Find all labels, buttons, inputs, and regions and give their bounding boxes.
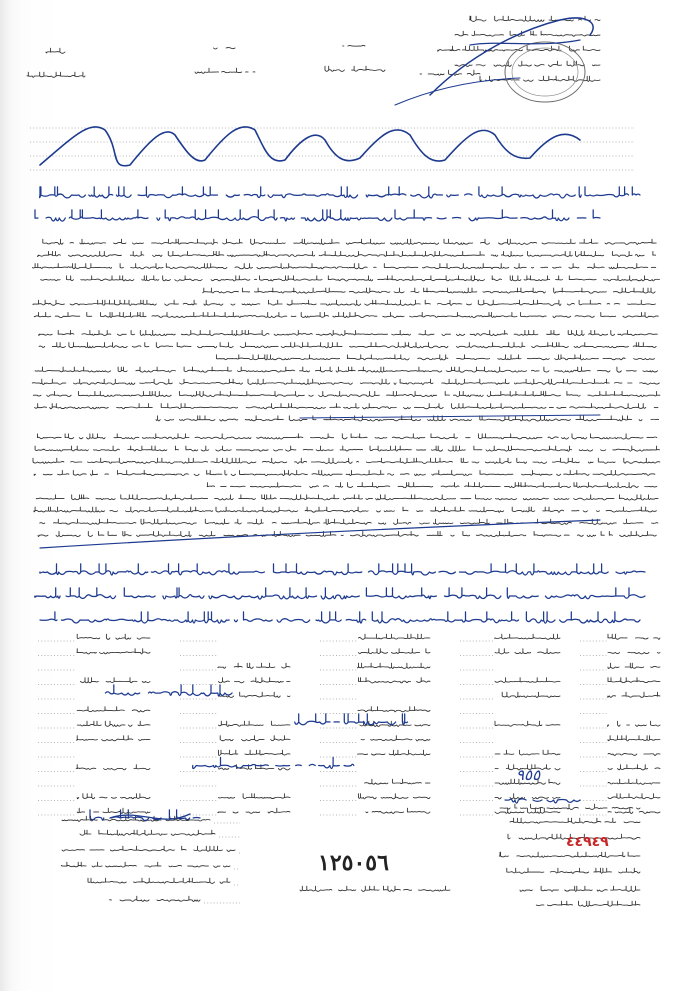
form-row-0-label-3 <box>495 634 560 639</box>
form-row-7-label-2 <box>353 736 430 741</box>
handwritten-scribble-header <box>40 127 580 166</box>
form-row-0-label-4 <box>608 634 660 639</box>
form-row-8-label-1 <box>219 750 291 755</box>
footer-right-line-1 <box>510 818 640 823</box>
body-line-20 <box>36 495 658 500</box>
footer-left-line-1 <box>80 830 215 835</box>
form-row-6-label-0 <box>77 721 150 726</box>
red-stamp-number: ٤٤٩٤٩ <box>566 834 609 850</box>
form-row-2-label-4 <box>608 663 660 668</box>
body-line-17 <box>29 458 660 463</box>
footer-left-line-4 <box>88 878 230 883</box>
body-line-0 <box>37 239 656 244</box>
form-row-12-label-4 <box>608 808 660 813</box>
form-row-4-label-4 <box>608 692 660 697</box>
body-line-16 <box>35 446 659 451</box>
form-row-11-label-2 <box>351 794 430 799</box>
footer-left-line-3 <box>55 862 230 867</box>
body-line-21 <box>34 507 657 512</box>
form-row-1-label-0 <box>77 649 150 654</box>
body-line-7 <box>39 330 657 335</box>
form-row-6-label-1 <box>213 721 290 726</box>
body-line-4 <box>203 288 655 293</box>
form-row-3-label-4 <box>608 678 660 683</box>
body-line-18 <box>34 470 655 475</box>
hand-line-1 <box>40 187 640 198</box>
footer-center-line <box>300 886 450 891</box>
form-row-8-label-3 <box>495 750 560 755</box>
form-row-3-label-0 <box>74 678 150 683</box>
footer-left-line-5 <box>110 896 200 901</box>
form-row-12-label-3 <box>495 808 560 813</box>
form-row-6-label-3 <box>495 721 560 726</box>
form-row-9-entry <box>193 757 354 768</box>
footer-left-line-2 <box>62 846 235 851</box>
body-line-6 <box>27 312 659 317</box>
hand-line-5 <box>40 612 640 623</box>
body-line-8 <box>39 343 656 348</box>
footer-right-line-6 <box>530 901 640 906</box>
header-signature-blocks <box>21 16 600 81</box>
hand-line-4 <box>35 588 645 599</box>
form-row-4-label-3 <box>493 692 560 697</box>
form-row-11-label-1 <box>219 794 291 799</box>
form-row-3-label-1 <box>219 678 291 683</box>
header-name-1 <box>195 68 255 73</box>
form-row-0-label-2 <box>359 634 431 639</box>
footer-right-line-0 <box>500 804 640 809</box>
form-row-10-label-2 <box>357 779 430 784</box>
ink-underline-1 <box>300 415 600 418</box>
form-row-11-label-3 <box>495 794 560 799</box>
form-row-7-label-4 <box>608 736 660 741</box>
form-row-3-label-2 <box>359 678 431 683</box>
form-row-6-label-4 <box>607 721 660 726</box>
printed-text-lines <box>27 239 660 548</box>
handwritten-lines <box>35 187 645 623</box>
footer-ink-flourish <box>110 814 190 819</box>
footer-right-line-4 <box>500 868 640 873</box>
form-row-1-label-3 <box>495 649 560 654</box>
form-row-5-label-2 <box>358 707 430 712</box>
body-line-11 <box>28 379 659 384</box>
form-row-5-label-0 <box>77 707 150 712</box>
body-line-13 <box>35 404 658 409</box>
handwritten-document-number: ١٢٥٠٥٦ <box>318 850 389 876</box>
form-row-12-label-2 <box>357 808 430 813</box>
ink-underline-2 <box>40 520 600 548</box>
form-row-11-label-0 <box>77 794 150 799</box>
form-row-7-label-0 <box>77 736 150 741</box>
official-seal <box>395 18 593 105</box>
form-row-11-label-4 <box>608 794 660 799</box>
form-row-8-label-4 <box>608 753 660 755</box>
body-line-1 <box>37 251 655 256</box>
footer-left-signature <box>90 810 200 821</box>
body-line-19 <box>207 483 657 488</box>
form-row-1-label-4 <box>603 652 660 654</box>
header-title-2 <box>343 45 365 46</box>
body-line-12 <box>33 391 660 396</box>
header-right-line-2 <box>450 46 600 51</box>
header-title-0 <box>46 48 65 53</box>
header-name-2 <box>325 66 385 71</box>
header-title-3 <box>438 46 460 51</box>
header-title-1 <box>208 48 235 49</box>
ink-handwritten-number: ٩٥٥ <box>516 766 541 784</box>
form-row-12-label-0 <box>69 808 150 813</box>
form-row-10-label-4 <box>608 779 660 784</box>
form-row-7-label-1 <box>214 736 290 741</box>
form-row-3-label-3 <box>495 678 560 683</box>
form-row-1-label-2 <box>350 649 430 654</box>
form-row-2-label-1 <box>218 663 290 668</box>
hand-line-2 <box>35 210 600 221</box>
body-line-5 <box>33 300 656 305</box>
body-line-10 <box>31 367 657 372</box>
dotted-guide-lines <box>30 128 635 170</box>
body-line-23 <box>38 531 656 536</box>
hand-line-3 <box>40 564 645 575</box>
form-row-9-label-0 <box>76 765 150 770</box>
form-row-12-label-1 <box>218 808 290 813</box>
form-rows <box>38 634 660 815</box>
body-line-2 <box>33 264 656 269</box>
footer-right-signature <box>505 799 580 803</box>
header-name-3 <box>420 70 480 75</box>
footer-right-line-5 <box>520 886 640 891</box>
form-row-0-label-0 <box>77 634 150 639</box>
form-row-4-entry <box>100 685 232 696</box>
form-row-9-label-4 <box>608 765 660 770</box>
footer-right-line-3 <box>499 852 640 857</box>
header-right-line-4 <box>480 76 600 81</box>
body-line-9 <box>208 355 655 360</box>
form-row-2-label-2 <box>357 663 430 668</box>
form-row-6-entry <box>295 714 408 725</box>
body-line-3 <box>37 276 659 281</box>
form-row-8-label-2 <box>357 750 430 755</box>
header-right-line-3 <box>455 61 600 66</box>
body-line-15 <box>37 434 656 439</box>
header-name-0 <box>21 72 85 77</box>
